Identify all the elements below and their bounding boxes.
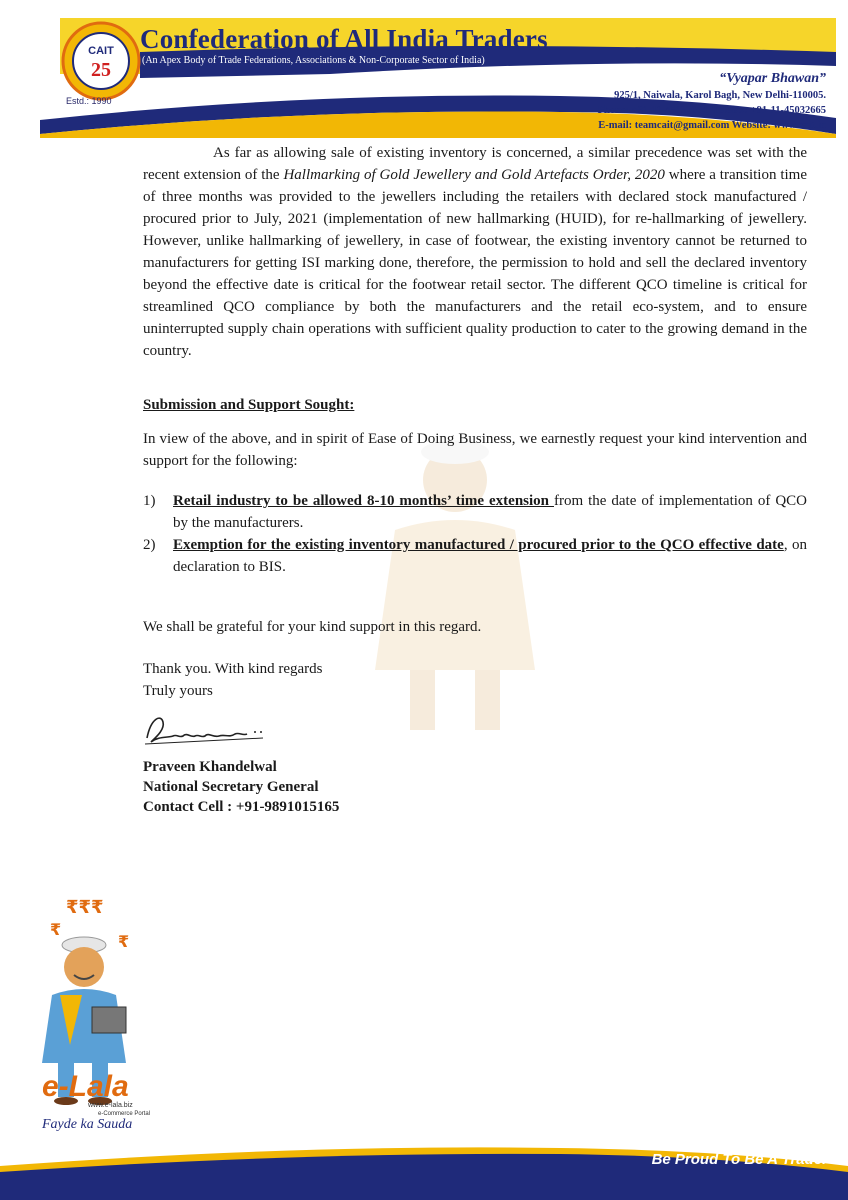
closing-line: We shall be grateful for your kind support in this regard. [143,619,482,635]
request-detail: , on declaration to BIS. [173,537,808,575]
street-address: 925/1, Naiwala, Karol Bagh, New Delhi-110005. [614,90,826,101]
organization-name: Confederation of All India Traders [140,24,548,54]
spacer [143,362,807,378]
letterhead [0,0,848,140]
request-list [143,490,807,578]
svg-text:₹: ₹ [50,920,62,939]
para1-end: where a transition time of three months was provided to the jewellers including the retailers with declared stock manufactured / procured prior to July, 2021 (implementation of new hallmarking (HUID), for re-hallmarking of jewellery. However, unlike hallmarking of jewellery, in case of footwear, the existing inventory cannot be returned to manufacturers for getting ISI marking done, therefore, the permission to hold and sell the declared inventory beyond the effective date is critical for the footwear retail sector. The different QCO timeline is critical for streamlined QCO compliance by both the manufacturers and the retail eco-system, and to ensure uninterrupted supply chain operations with sufficient quality production to cater to the growing demand in the country. [143,167,807,359]
phone-line: Phone: +91-11-45032664, Telefax: +91-11-45032665 [597,105,826,116]
elala-portal: e-Commerce Portal [98,1111,151,1117]
list-text [173,490,807,534]
footer-slogan: Be Proud To Be A Trader [651,1151,828,1168]
svg-text:₹₹₹: ₹₹₹ [66,897,104,918]
signer-name: Praveen Khandelwal [143,759,277,775]
list-text [173,534,807,578]
logo-text: CAIT [88,45,114,57]
svg-text:₹: ₹ [118,932,130,951]
truly-yours: Truly yours [143,683,213,699]
request-detail: from the date of implementation of QCO by the manufacturers. [173,493,807,531]
list-item [143,534,807,578]
paragraph-precedence [143,142,807,362]
section-heading: Submission and Support Sought: [143,397,355,413]
signer-contact: Contact Cell : +91-9891015165 [143,799,340,815]
established-year: Estd.: 1990 [66,96,112,106]
signature-icon [143,708,293,750]
para1-start: As far as allowing sale of existing inventory is concerned, a similar precedence was set with the recent extension of the [143,145,807,183]
cait-logo [60,20,142,102]
elala-tagline: Fayde ka Sauda [42,1117,133,1132]
email-website-line: E-mail: teamcait@gmail.com Website: www.cait.in [598,120,826,131]
footer-banner [0,1140,848,1200]
elala-brand: e-Lala [42,1070,129,1103]
order-title: Hallmarking of Gold Jewellery and Gold Artefacts Order, 2020 [283,167,665,183]
list-number: 1) [143,493,156,509]
list-item [143,490,807,534]
signer-title: National Secretary General [143,779,319,795]
list-number: 2) [143,537,156,553]
address-block [598,70,826,133]
letter-body [143,142,807,817]
building-name: “Vyapar Bhawan” [719,71,826,86]
logo-years: 25 [91,59,111,81]
request-highlight: Exemption for the existing inventory manufactured / procured prior to the QCO effective date [173,537,784,553]
organization-subtitle: (An Apex Body of Trade Federations, Associations & Non-Corporate Sector of India) [142,55,485,66]
thanks-line: Thank you. With kind regards [143,661,323,677]
elala-url: www.e-lala.biz [88,1102,133,1109]
request-highlight: Retail industry to be allowed 8-10 months’ time extension [173,493,554,509]
paragraph-request-intro: In view of the above, and in spirit of Ease of Doing Business, we earnestly request your kind intervention and support for the following: [143,431,807,469]
